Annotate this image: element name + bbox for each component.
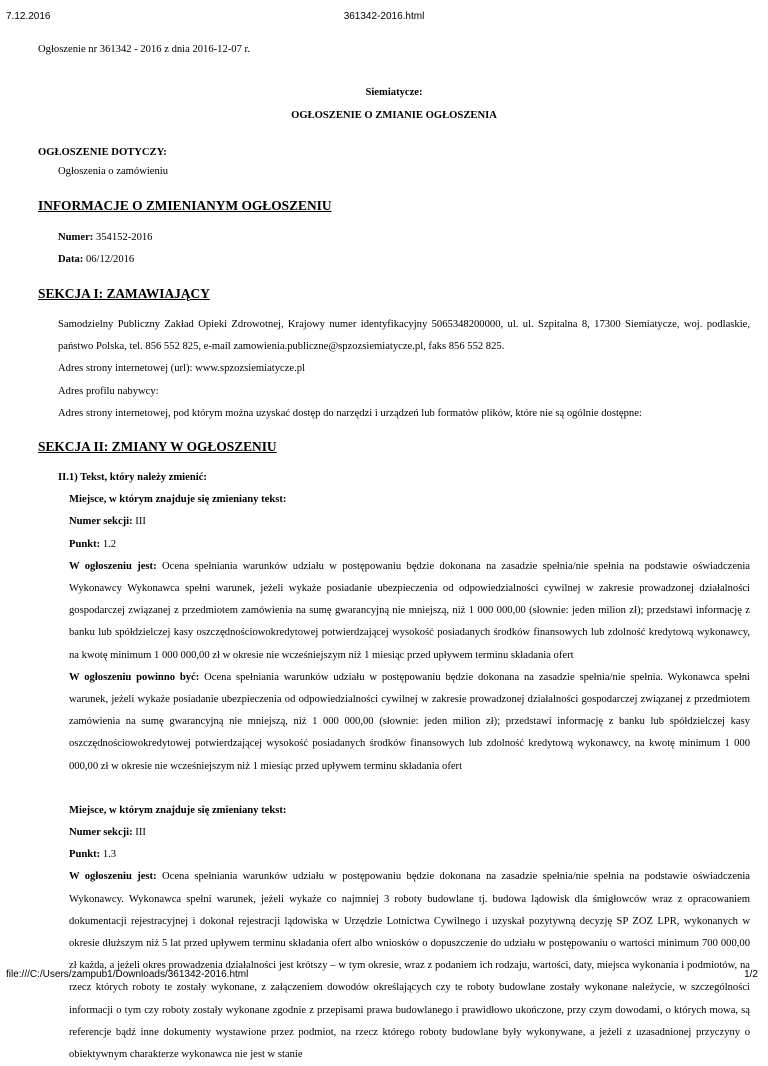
section-number-value: III	[132, 516, 146, 528]
point-value: 1.2	[100, 538, 117, 550]
change-location: Miejsce, w którym znajduje się zmieniany tekst:	[69, 804, 287, 816]
print-date: 7.12.2016	[6, 11, 51, 22]
section2-heading: SEKCJA II: ZMIANY W OGŁOSZENIU	[38, 439, 277, 455]
current-text-body: Ocena spełniania warunków udziału w postępowaniu będzie dokonana na zasadzie spełnia/nie spełnia na podstawie oświadczenia Wykonawcy Wykonawca spełni warunek, jeżeli wykaże posiadanie ubezpieczenia od odpowiedzialności cywilnej w zakresie prowadzonej działalności gospodarczej związanej z przedmiotem zamówienia na sumę gwarancyjną nie mniejszą, niż 1 000 000,00 (słownie: jeden milion zł); przedstawi informację z banku lub spółdzielczej kasy oszczędnościowokredytowej potwierdzającej wysokość posiadanych środków finansowych lub zdolność kredytową wykonawcy, na kwotę minimum 1 000 000,00 zł w okresie nie wcześniejszym niż 1 miesiąc przed upływem terminu składania ofert	[69, 560, 750, 661]
current-text	[69, 556, 750, 667]
section-number-row	[69, 511, 750, 533]
concerns-value: Ogłoszenia o zamówieniu	[58, 166, 169, 177]
date-value: 06/12/2016	[83, 254, 135, 265]
buyer-profile: Adres profilu nabywcy:	[58, 385, 159, 397]
current-text	[69, 866, 750, 1066]
point-label: Punkt:	[69, 538, 101, 550]
section1-heading: SEKCJA I: ZAMAWIAJĄCY	[38, 286, 210, 301]
main-title: OGŁOSZENIE O ZMIANIE OGŁOSZENIA	[291, 110, 497, 121]
current-text-label: W ogłoszeniu jest:	[69, 560, 157, 572]
number-row	[38, 228, 750, 247]
current-text-label: W ogłoszeniu jest:	[69, 871, 157, 883]
print-title: 361342-2016.html	[343, 11, 425, 22]
section-number-row	[69, 822, 750, 844]
print-file-path: file:///C:/Users/zampub1/Downloads/361342-2016.html	[6, 969, 249, 980]
number-value: 354152-2016	[93, 232, 153, 243]
point-value: 1.3	[100, 849, 117, 861]
point-row	[69, 534, 750, 556]
announcement-number: Ogłoszenie nr 361342 - 2016 z dnia 2016-12-07 r.	[38, 44, 251, 55]
website-url: Adres strony internetowej (url): www.spzozsiemiatycze.pl	[58, 363, 306, 375]
info-heading: INFORMACJE O ZMIENIANYM OGŁOSZENIU	[38, 198, 332, 213]
point-row	[69, 844, 750, 866]
new-text-label: W ogłoszeniu powinno być:	[69, 671, 200, 683]
date-row	[38, 250, 750, 269]
section-number-label: Numer sekcji:	[69, 827, 133, 839]
date-label: Data:	[58, 254, 84, 265]
section-number-label: Numer sekcji:	[69, 516, 133, 528]
contracting-authority: Samodzielny Publiczny Zakład Opieki Zdrowotnej, Krajowy numer identyfikacyjny 5065348200000, ul. ul. Szpitalna 8, 17300 Siemiatycze, woj. podlaskie, państwo Polska, tel. 856 552 825, e-mail zamowienia.publiczne@spzozsiemiatycze.pl, faks 856 552 825.	[58, 319, 750, 353]
change-block-1	[38, 489, 750, 778]
city-heading: Siemiatycze:	[365, 87, 423, 98]
new-text	[69, 667, 750, 778]
current-text-body: Ocena spełniania warunków udziału w postępowaniu będzie dokonana na zasadzie spełnia/nie spełnia na podstawie oświadczenia Wykonawcy. Wykonawca spełni warunek, jeżeli wykaże co najmniej 3 roboty budowlane tj. budowa lądowisk dla śmigłowców wraz z opracowaniem dokumentacji rejestracyjnej i dokonał rejestracji lądowiska w Urzędzie Lotnictwa Cywilnego i uzyskał pozytywną decyzję SP ZOZ LPR, wykonanych w okresie dłuższym niż 5 lat przed upływem terminu składania ofert albo wniosków o dopuszczenie do udziału w postępowaniu o wartości minimum 700 000,00 zł każda, a jeżeli okres prowadzenia działalności jest krótszy – w tym okresie, wraz z podaniem ich rodzaju, wartości, daty, miejsca wykonania i podmiotów, na rzecz których roboty te zostały wykonane, z załączeniem dowodów określających czy te roboty budowlane zostały wykonane należycie, w szczególności informacji o tym czy roboty zostały wykonane zgodnie z przepisami prawa budowlanego i prawidłowo ukończone, przy czym dowodami, o których mowa, są referencje bądź inne dokumenty wystawione przez podmiot, na rzecz którego roboty budowlane były wykonywane, a jeżeli z uzasadnionej przyczyny o obiektywnym charakterze wykonawca nie jest w stanie	[69, 871, 750, 1061]
change-block-2	[38, 800, 750, 1066]
point-label: Punkt:	[69, 849, 101, 861]
change-location: Miejsce, w którym znajduje się zmieniany tekst:	[69, 494, 287, 506]
section-number-value: III	[132, 827, 146, 839]
document-body	[38, 40, 750, 1066]
concerns-label: OGŁOSZENIE DOTYCZY:	[38, 147, 167, 158]
tools-address: Adres strony internetowej, pod którym można uzyskać dostęp do narzędzi i urządzeń lub formatów plików, które nie są ogólnie dostępne:	[58, 407, 642, 419]
ii1-label: II.1) Tekst, który należy zmienić:	[58, 472, 207, 484]
print-page-number: 1/2	[744, 969, 758, 980]
new-text-body: Ocena spełniania warunków udziału w postępowaniu będzie dokonana na zasadzie spełnia/nie spełnia. Wykonawca spełni warunek, jeżeli wykaże posiadanie ubezpieczenia od odpowiedzialności cywilnej w zakresie prowadzonej działalności gospodarczej związanej z przedmiotem zamówienia na sumę gwarancyjną nie mniejszą, niż 1 000 000,00 (słownie: jeden milion zł); przedstawi informację z banku lub spółdzielczej kasy oszczędnościowokredytowej potwierdzającej wysokość posiadanych środków finansowych lub zdolność kredytową wykonawcy, na kwotę minimum 1 000 000,00 zł w okresie nie wcześniejszym niż 1 miesiąc przed upływem terminu składania ofert	[69, 671, 750, 772]
number-label: Numer:	[58, 232, 94, 243]
